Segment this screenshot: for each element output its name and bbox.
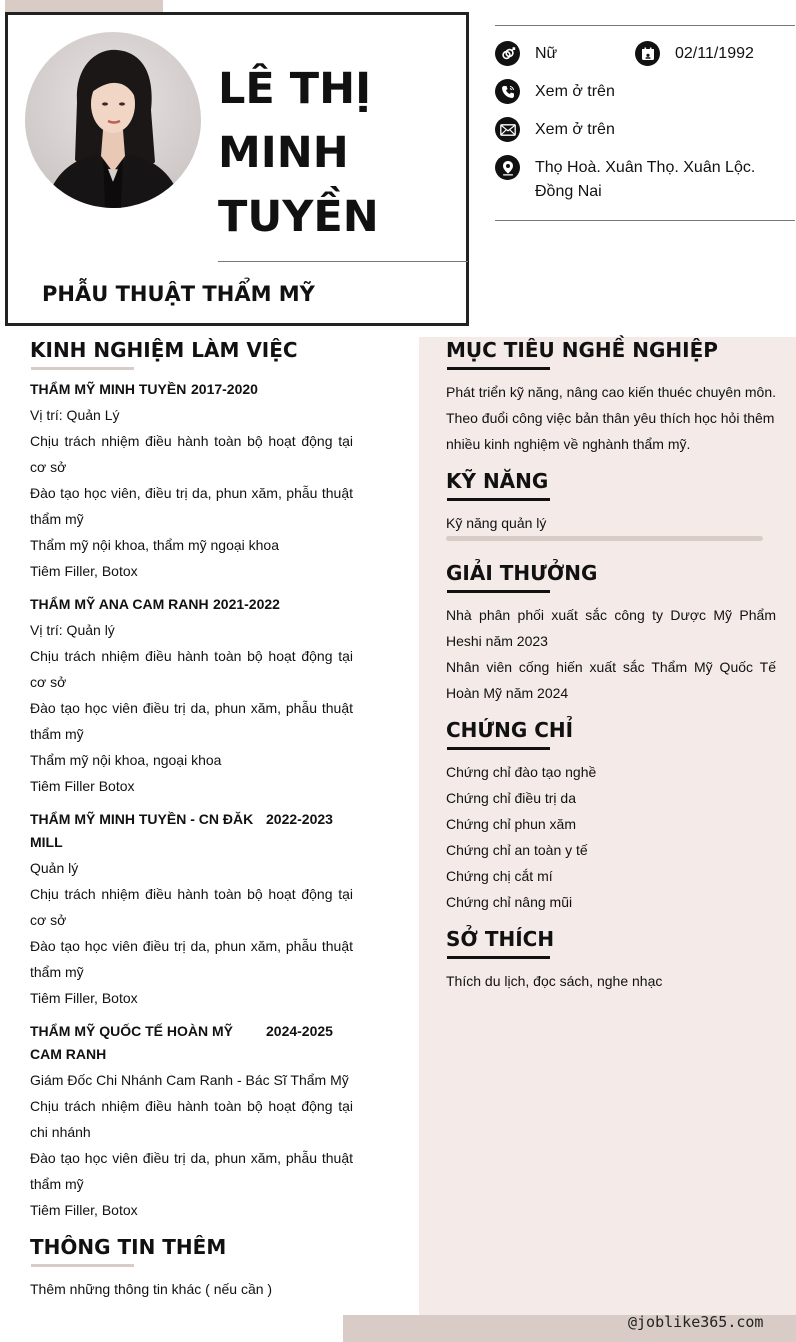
job-years: 2022-2023 [266,811,333,827]
full-name [218,57,458,249]
certificate-item: Chứng chỉ điều trị da [446,790,576,806]
avatar [25,32,201,208]
job-detail: Đào tạo học viên điều trị da, phun xăm, phẫu thuật thẩm mỹ [30,938,353,980]
job-company [30,1020,255,1066]
job-detail: Tiêm Filler Botox [30,778,135,794]
experience-title-underline [31,367,134,370]
objective-title: MỤC TIÊU NGHỀ NGHIỆP [446,338,718,362]
job-detail: Tiêm Filler, Botox [30,1202,138,1218]
skill-level-bar [446,536,763,541]
objective-text: Phát triển kỹ năng, nâng cao kiến thuéc chuyên môn. Theo đuổi công việc bản thân yêu thích học hỏi thêm nhiều kinh nghiệm về nghành thẩm mỹ. [446,384,776,452]
job-detail: Chịu trách nhiệm điều hành toàn bộ hoạt động tại cơ sở [30,648,353,690]
job-detail: Đào tạo học viên, điều trị da, phun xăm, phẫu thuật thẩm mỹ [30,485,353,527]
job-company: THẨM MỸ ANA CAM RANH [30,596,209,612]
extra-info-title-underline [31,1264,134,1267]
job-company-line-1: THẨM MỸ QUỐC TẾ HOÀN MỸ [30,1023,233,1039]
name-line-3: TUYỀN [218,192,379,242]
watermark: @joblike365.com [628,1313,764,1331]
certificate-item: Chứng chỉ đào tạo nghề [446,764,597,780]
hobbies-title: SỞ THÍCH [446,927,555,951]
name-line-1: LÊ THỊ [218,64,372,114]
certificate-item: Chứng chỉ phun xăm [446,816,576,832]
job-detail: Đào tạo học viên điều trị da, phun xăm, phẫu thuật thẩm mỹ [30,700,353,742]
job-detail: Thẩm mỹ nội khoa, ngoại khoa [30,752,222,768]
address-line-1: Thọ Hoà. Xuân Thọ. Xuân Lộc. [535,159,756,176]
name-line-2: MINH [218,128,349,178]
portrait-photo [25,32,201,208]
job-company-line-2: CAM RANH [30,1046,107,1062]
certificate-item: Chứng chỉ an toàn y tế [446,842,588,858]
header-box [5,12,469,326]
award-item: Nhân viên cống hiến xuất sắc Thẩm Mỹ Quốc Tế Hoàn Mỹ năm 2024 [446,659,776,701]
certificates-title: CHỨNG CHỈ [446,718,574,742]
job-detail: Chịu trách nhiệm điều hành toàn bộ hoạt động tại chi nhánh [30,1098,353,1140]
skill-name: Kỹ năng quản lý [446,515,547,531]
contact-divider-top [495,25,795,26]
job-detail: Chịu trách nhiệm điều hành toàn bộ hoạt động tại cơ sở [30,886,353,928]
awards-title-underline [447,590,550,593]
job-company: THẨM MỸ MINH TUYỀN [30,381,187,397]
job-detail: Chịu trách nhiệm điều hành toàn bộ hoạt động tại cơ sở [30,433,353,475]
name-divider [218,261,468,262]
job-years: 2024-2025 [266,1023,333,1039]
skills-title-underline [447,498,550,501]
address-line-2: Đồng Nai [535,183,602,200]
awards-title: GIẢI THƯỞNG [446,561,598,585]
calendar-icon [635,41,660,66]
job-years: 2017-2020 [191,381,258,397]
job-title: PHẪU THUẬT THẨM MỸ [42,282,315,306]
extra-info-text: Thêm những thông tin khác ( nếu cần ) [30,1281,273,1297]
gender-icon [495,41,520,66]
hobbies-title-underline [447,956,550,959]
job-detail: Vị trí: Quản Lý [30,407,120,423]
job-detail: Quản lý [30,860,79,876]
job-company-line-2: MILL [30,834,63,850]
phone-icon [495,79,520,104]
job-years: 2021-2022 [213,596,280,612]
address-value [535,156,785,204]
job-detail: Vị trí: Quản lý [30,622,115,638]
gender-value: Nữ [535,45,558,62]
certificates-title-underline [447,747,550,750]
phone-value: Xem ở trên [535,83,615,100]
extra-info-title: THÔNG TIN THÊM [30,1235,227,1259]
job-detail: Thẩm mỹ nội khoa, thẩm mỹ ngoại khoa [30,537,280,553]
hobbies-text: Thích du lịch, đọc sách, nghe nhạc [446,973,663,989]
job-detail: Đào tạo học viên điều trị da, phun xăm, phẫu thuật thẩm mỹ [30,1150,353,1192]
certificate-item: Chứng chỉ nâng mũi [446,894,573,910]
location-icon [495,155,520,180]
experience-title: KINH NGHIỆM LÀM VIỆC [30,338,298,362]
job-company-line-1: THẨM MỸ MINH TUYỀN - CN ĐĂK [30,811,254,827]
email-value: Xem ở trên [535,121,615,138]
award-item: Nhà phân phối xuất sắc công ty Dược Mỹ Phẩm Heshi năm 2023 [446,607,776,649]
email-icon [495,117,520,142]
job-detail: Giám Đốc Chi Nhánh Cam Ranh - Bác Sĩ Thẩm Mỹ [30,1072,349,1088]
contact-divider-bottom [495,220,795,221]
birthday-value: 02/11/1992 [675,45,754,62]
job-detail: Tiêm Filler, Botox [30,563,138,579]
job-company [30,808,255,854]
job-detail: Tiêm Filler, Botox [30,990,138,1006]
objective-title-underline [447,367,550,370]
certificate-item: Chứng chị cắt mí [446,868,553,884]
skills-title: KỸ NĂNG [446,469,549,493]
